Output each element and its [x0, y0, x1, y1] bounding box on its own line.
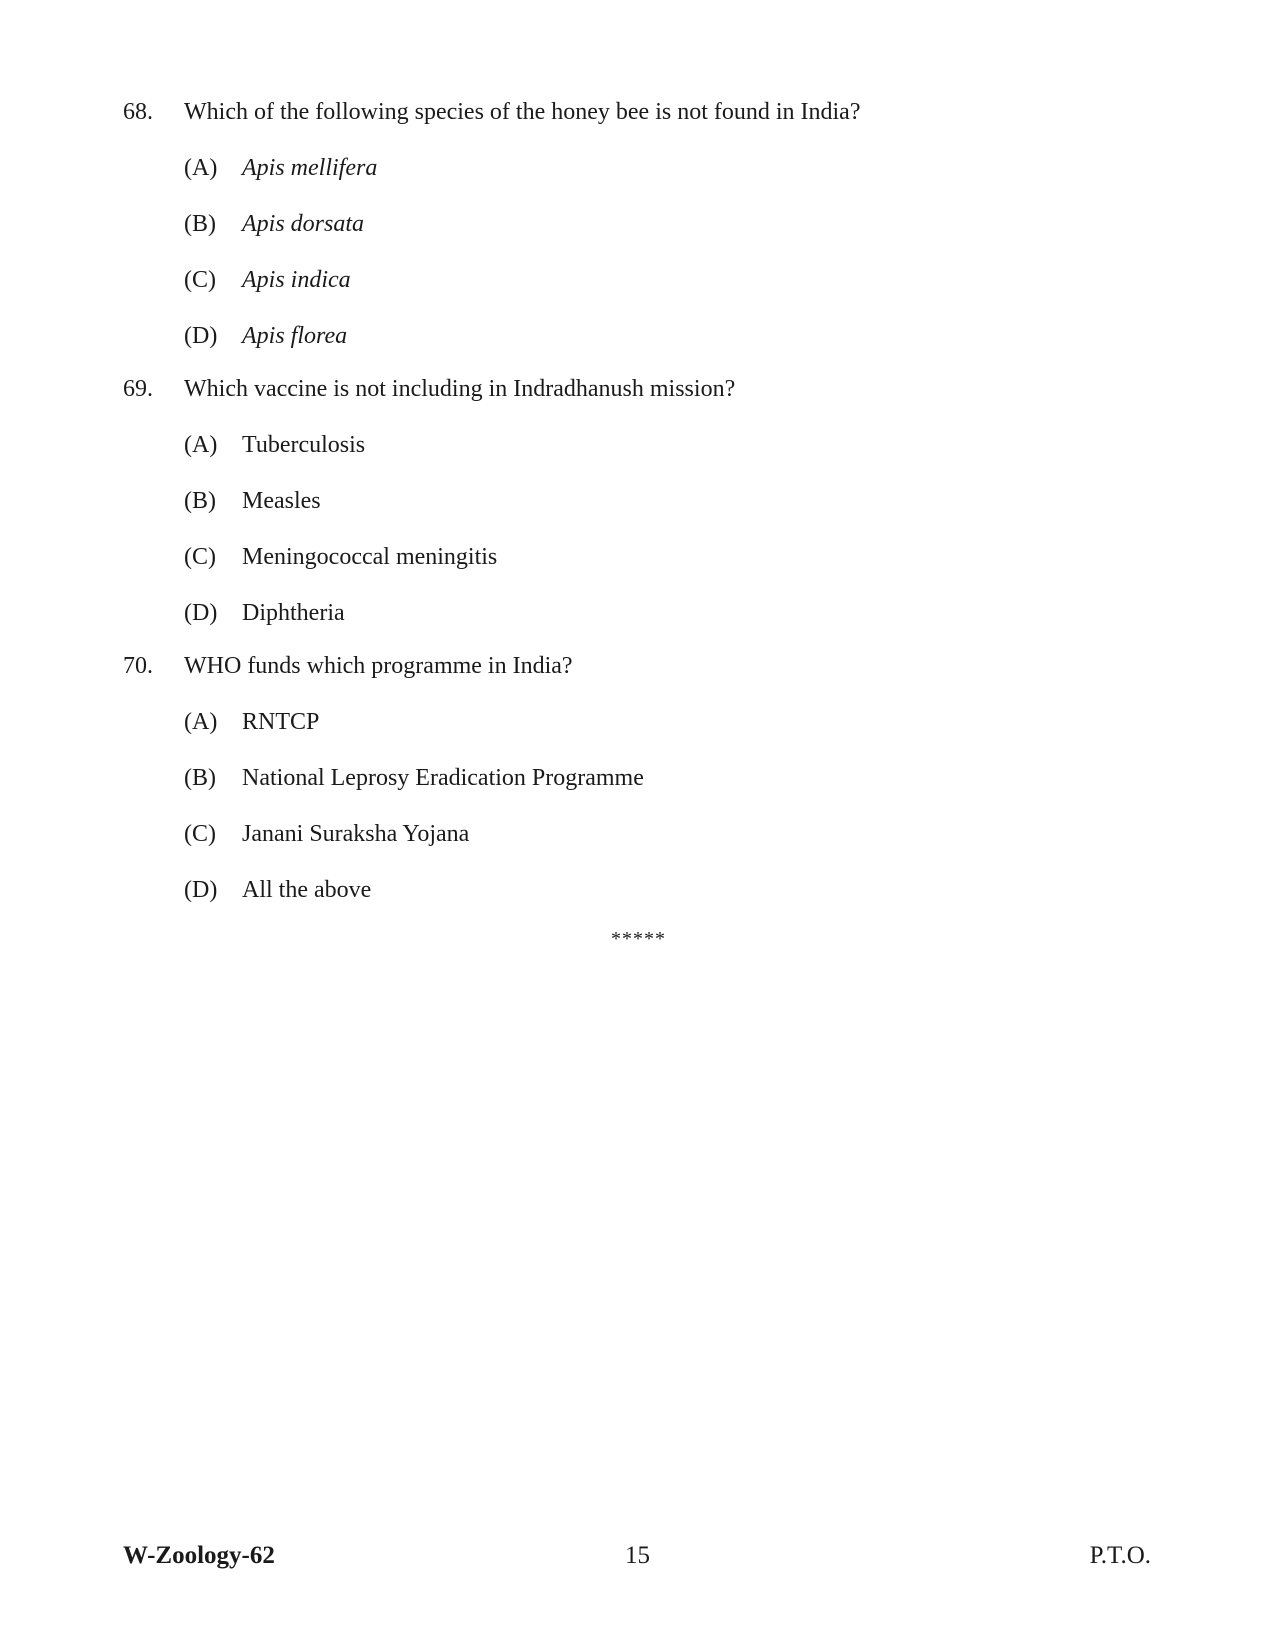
- option-letter: (C): [184, 821, 216, 847]
- option-b: [123, 760, 1153, 796]
- option-b: [123, 206, 1153, 242]
- option-letter: (D): [184, 323, 218, 349]
- question-line: [123, 648, 1153, 684]
- option-a: [123, 704, 1153, 740]
- option-text: Apis florea: [242, 323, 348, 349]
- option-letter: (B): [184, 765, 216, 791]
- option-d: [123, 318, 1153, 354]
- option-text: All the above: [242, 877, 372, 903]
- option-text: Diphtheria: [242, 600, 345, 626]
- option-text: Apis dorsata: [242, 211, 365, 237]
- page-footer: [0, 1538, 1275, 1574]
- option-text: Apis mellifera: [242, 155, 378, 181]
- option-letter: (D): [184, 600, 218, 626]
- question-text: Which of the following species of the honey bee is not found in India?: [184, 99, 861, 125]
- option-text: Apis indica: [242, 267, 351, 293]
- option-a: [123, 150, 1153, 186]
- question-number: 70.: [123, 653, 153, 679]
- option-text: Tuberculosis: [242, 432, 366, 458]
- question-line: [123, 371, 1153, 407]
- option-letter: (A): [184, 709, 218, 735]
- question-text: WHO funds which programme in India?: [184, 653, 573, 679]
- question-text: Which vaccine is not including in Indradhanush mission?: [184, 376, 736, 402]
- option-letter: (D): [184, 877, 218, 903]
- option-c: [123, 539, 1153, 575]
- option-letter: (C): [184, 544, 216, 570]
- question-68: [123, 94, 1153, 354]
- option-letter: (B): [184, 488, 216, 514]
- option-d: [123, 872, 1153, 908]
- option-c: [123, 816, 1153, 852]
- option-text: RNTCP: [242, 709, 320, 735]
- question-69: [123, 371, 1153, 631]
- option-letter: (C): [184, 267, 216, 293]
- paper-code: W-Zoology-62: [123, 1542, 275, 1569]
- question-number: 69.: [123, 376, 153, 402]
- end-mark-text: *****: [611, 928, 666, 950]
- end-of-section-mark: [0, 928, 1275, 951]
- option-letter: (A): [184, 155, 218, 181]
- option-text: National Leprosy Eradication Programme: [242, 765, 644, 791]
- question-number: 68.: [123, 99, 153, 125]
- option-c: [123, 262, 1153, 298]
- please-turn-over: P.T.O.: [1089, 1542, 1151, 1569]
- option-a: [123, 427, 1153, 463]
- page-number: 15: [625, 1542, 650, 1569]
- option-text: Janani Suraksha Yojana: [242, 821, 470, 847]
- question-line: [123, 94, 1153, 130]
- option-letter: (B): [184, 211, 216, 237]
- option-b: [123, 483, 1153, 519]
- question-70: [123, 648, 1153, 908]
- option-letter: (A): [184, 432, 218, 458]
- option-text: Meningococcal meningitis: [242, 544, 498, 570]
- option-text: Measles: [242, 488, 321, 514]
- option-d: [123, 595, 1153, 631]
